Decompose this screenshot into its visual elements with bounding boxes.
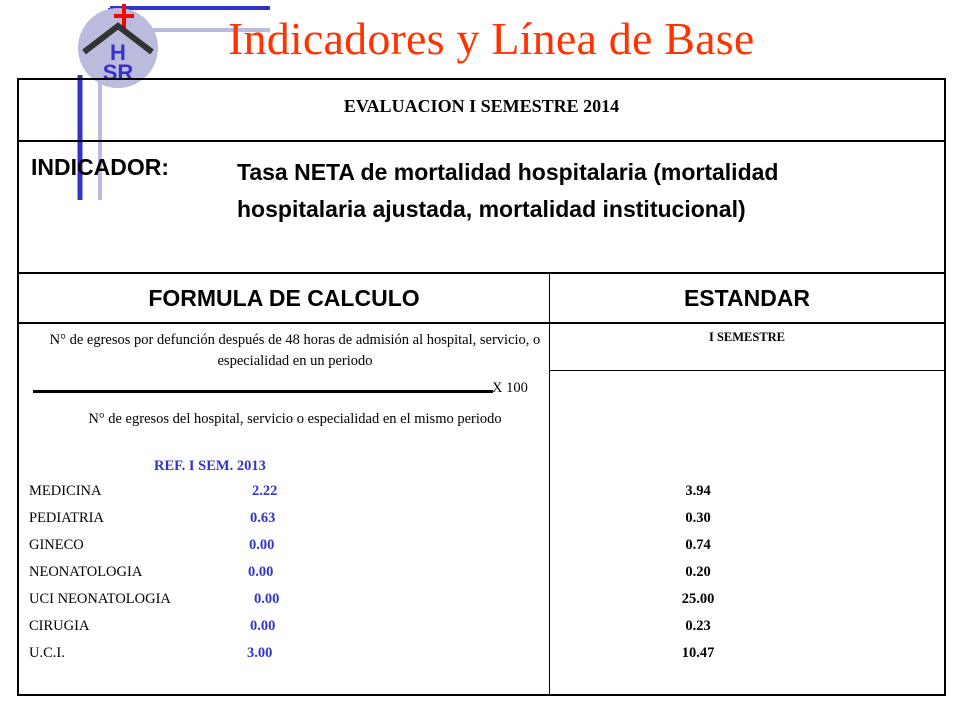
reference-value: 3.00 bbox=[247, 645, 273, 661]
reference-label: REF. I SEM. 2013 bbox=[154, 458, 266, 474]
formula-multiplier: X 100 bbox=[492, 380, 528, 396]
indicator-line-2: hospitalaria ajustada, mortalidad institucional) bbox=[237, 196, 746, 222]
standard-value: 25.00 bbox=[681, 591, 715, 607]
service-name: MEDICINA bbox=[29, 483, 102, 499]
table-divider bbox=[19, 272, 944, 274]
standard-value: 0.30 bbox=[685, 510, 711, 526]
service-name: NEONATOLOGIA bbox=[29, 564, 143, 580]
service-name: CIRUGIA bbox=[29, 618, 90, 634]
table-divider bbox=[19, 322, 944, 324]
formula-denominator: N° de egresos del hospital, servicio o especialidad en el mismo periodo bbox=[88, 411, 502, 427]
standard-subheader-divider bbox=[550, 370, 944, 371]
service-name: U.C.I. bbox=[29, 645, 65, 661]
standard-value: 0.20 bbox=[685, 564, 711, 580]
reference-value: 0.00 bbox=[250, 618, 276, 634]
evaluation-period: EVALUACION I SEMESTRE 2014 bbox=[343, 96, 620, 116]
standard-value: 3.94 bbox=[685, 483, 711, 499]
reference-value: 0.00 bbox=[248, 564, 274, 580]
logo-letters-sr: SR bbox=[102, 60, 134, 85]
indicator-line-1: Tasa NETA de mortalidad hospitalaria (mortalidad bbox=[237, 159, 779, 185]
slide-title: Indicadores y Línea de Base bbox=[228, 13, 755, 64]
indicator-label: INDICADOR: bbox=[31, 154, 169, 180]
standard-column-header: ESTANDAR bbox=[683, 285, 811, 311]
formula-numerator: N° de egresos por defunción después de 48 horas de admisión al hospital, servicio, o especialidad en un periodo bbox=[49, 332, 541, 369]
standard-value: 10.47 bbox=[681, 645, 715, 661]
fraction-line bbox=[33, 390, 493, 393]
table-divider bbox=[19, 140, 944, 142]
semester-label: I SEMESTRE bbox=[708, 330, 786, 344]
service-name: UCI NEONATOLOGIA bbox=[29, 591, 171, 607]
service-name: GINECO bbox=[29, 537, 84, 553]
reference-value: 0.00 bbox=[249, 537, 275, 553]
reference-value: 0.00 bbox=[254, 591, 280, 607]
logo-letter-h: H bbox=[110, 40, 126, 65]
reference-value: 2.22 bbox=[252, 483, 278, 499]
indicator-description bbox=[237, 154, 937, 228]
formula-column-header: FORMULA DE CALCULO bbox=[148, 285, 420, 311]
indicator-table bbox=[17, 78, 946, 696]
service-name: PEDIATRIA bbox=[29, 510, 104, 526]
standard-value: 0.23 bbox=[685, 618, 711, 634]
standard-value: 0.74 bbox=[685, 537, 711, 553]
reference-value: 0.63 bbox=[250, 510, 276, 526]
